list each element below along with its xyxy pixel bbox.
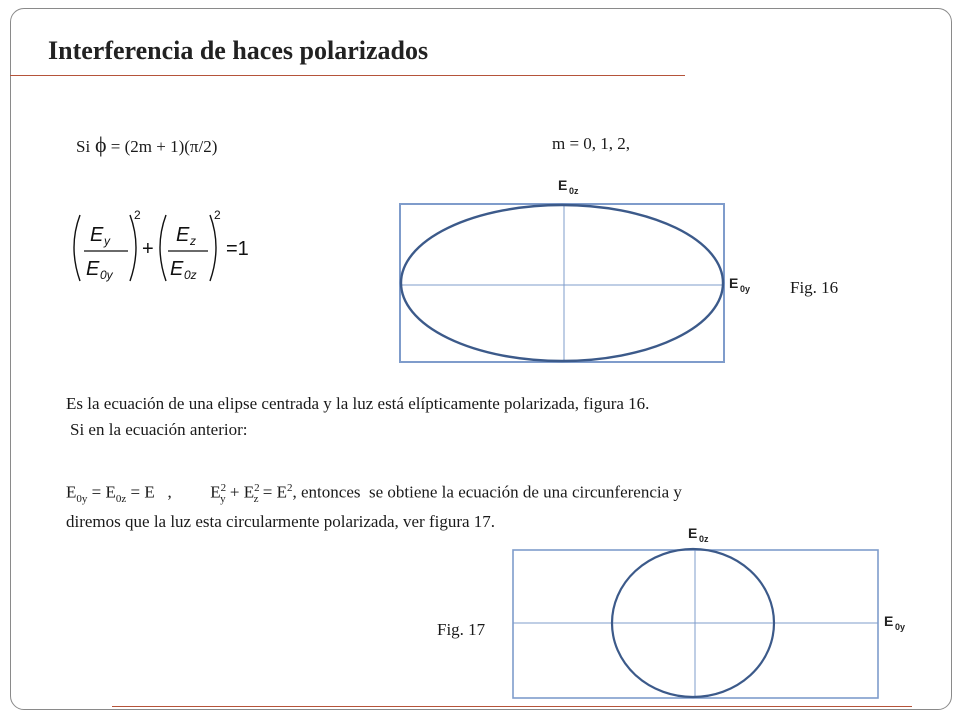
l3-c-sup: 2 [220, 482, 227, 494]
fig17-label-e0z: E [688, 525, 698, 541]
l3-rest: , entonces se obtiene la ecuación de una circunferencia y [292, 482, 682, 502]
fig16-label-e0z: E [558, 177, 568, 193]
eq-den1-sub: 0y [100, 268, 113, 282]
eq-rhs: =1 [226, 238, 249, 260]
fig17-label-e0y-sub: 0y [895, 622, 906, 632]
fig17-caption: Fig. 17 [437, 620, 486, 639]
eq-den2: E [170, 258, 184, 280]
l3-eq3: = E [258, 482, 287, 502]
fig17-label-e0y: E [884, 613, 894, 629]
title-underline [10, 75, 685, 76]
fig16-label-e0y-sub: 0y [740, 284, 751, 294]
fig16-label-e0y: E [729, 275, 739, 291]
circular-polarization-line: diremos que la luz esta circularmente polarizada, ver figura 17. [66, 512, 496, 531]
eq-num1: E [90, 224, 104, 246]
fig17-circle-diagram [508, 520, 918, 702]
m-values: m = 0, 1, 2, [552, 134, 631, 153]
l3-c-sub: y [220, 493, 226, 506]
l3-e-sup: 2 [287, 482, 293, 494]
phi-symbol: ϕ [94, 132, 107, 157]
l3-plus: + E [225, 482, 255, 502]
l3-eq2: = E , [126, 482, 172, 502]
condition-line [76, 132, 217, 158]
condition-si: Si [76, 137, 91, 156]
eq-plus: + [142, 238, 154, 260]
paragraph-ellipse: Es la ecuación de una elipse centrada y la luz está elípticamente polarizada, figura 16. [66, 394, 650, 413]
fig16-ellipse-diagram [395, 172, 765, 372]
eq-num2: E [176, 224, 190, 246]
eq-num1-sub: y [104, 234, 110, 248]
paren-right-1 [130, 215, 136, 281]
l3-b-sub: 0z [115, 493, 127, 506]
fig16-label-e0z-sub: 0z [569, 186, 579, 196]
fig17-label-e0z-sub: 0z [699, 534, 709, 544]
eq-den1: E [86, 258, 100, 280]
footer-rule [112, 706, 912, 707]
slide-title: Interferencia de haces polarizados [48, 36, 429, 65]
eq-exp2: 2 [214, 208, 221, 222]
l3-d-sup: 2 [254, 482, 260, 494]
paren-right-2 [210, 215, 216, 281]
ellipse-equation [62, 205, 262, 295]
fig16-ellipse [401, 205, 723, 361]
fig16-caption: Fig. 16 [790, 278, 839, 297]
paragraph-condition: Si en la ecuación anterior: [70, 420, 248, 439]
condition-rhs: = (2m + 1)(π/2) [106, 137, 218, 156]
eq-exp1: 2 [134, 208, 141, 222]
paren-left-2 [160, 215, 166, 281]
l3-eq1: = E [87, 482, 116, 502]
l3-d-sub: z [253, 493, 259, 506]
eq-num2-sub: z [190, 234, 196, 248]
eq-den2-sub: 0z [184, 268, 197, 282]
paren-left-1 [74, 215, 80, 281]
l3-a: E [66, 482, 77, 502]
l3-a-sub: 0y [76, 493, 88, 506]
equal-amplitude-line [66, 482, 682, 505]
l3-c: E [210, 482, 221, 502]
